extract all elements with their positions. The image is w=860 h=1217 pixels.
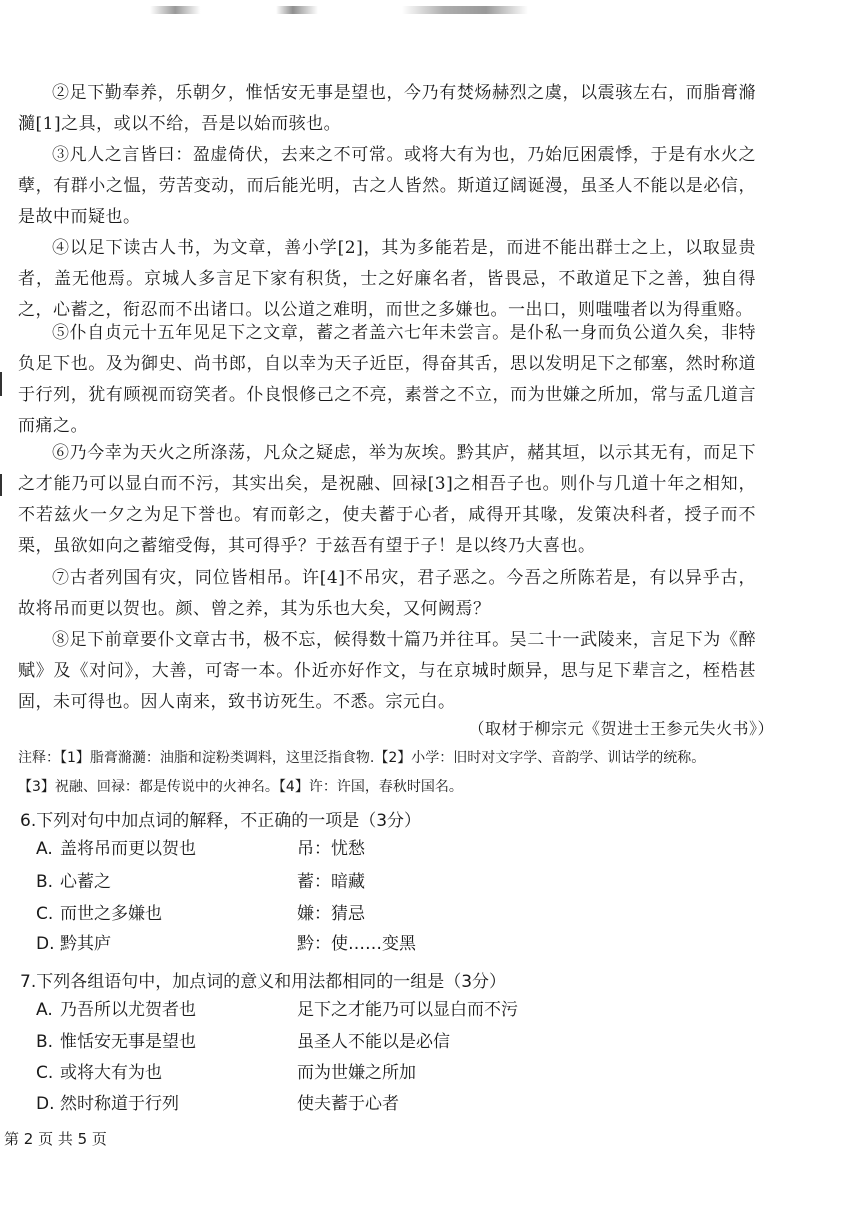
passage-paragraph-4: ④以足下读古人书，为文章，善小学[2]，其为多能若是，而进不能出群士之上，以取显贵者，盖无他焉。京城人多言足下家有积货，士之好廉名者，皆畏忌，不敢道足下之善，独自得之，心蓄之，衔忍而不出诸口。以公道之难明，而世之多嫌也。一出口，则嗤嗤者以为得重赂。: [18, 238, 756, 320]
question-6-option-b: [36, 867, 756, 897]
question-7-stem: 7.下列各组语句中，加点词的意义和用法都相同的一组是（3分）: [20, 972, 507, 992]
option-gloss: 嫌：猜忌: [297, 904, 365, 924]
option-letter: A.: [36, 1000, 53, 1020]
question-7-option-a: [36, 995, 756, 1025]
passage-paragraph-3: ③凡人之言皆曰：盈虚倚伏，去来之不可常。或将大有为也，乃始厄困震悸，于是有水火之孽，有群小之愠，劳苦变动，而后能光明，古之人皆然。斯道辽阔诞漫，虽圣人不能以是必信，是故中而疑也。: [18, 145, 756, 227]
annotation-line-2: 【3】祝融、回禄：都是传说中的火神名。【4】许：许国，春秋时国名。: [18, 779, 463, 795]
option-letter: D.: [36, 934, 55, 954]
option-gloss: 足下之才能乃可以显白而不污: [297, 1000, 518, 1020]
annotation-line-1: 注释：【1】脂膏滫瀡：油脂和淀粉类调料，这里泛指食物.【2】小学：旧时对文字学、音韵学、训诂学的统称。: [18, 750, 706, 766]
annotations: [18, 744, 778, 802]
option-letter: A.: [36, 839, 53, 859]
option-phrase: 黔其庐: [60, 934, 111, 954]
option-phrase: 或将大有为也: [60, 1063, 162, 1083]
option-gloss: 吊：忧愁: [297, 839, 365, 859]
option-gloss: 而为世嫌之所加: [297, 1063, 416, 1083]
page-number-footer: 第 2 页 共 5 页: [4, 1130, 107, 1148]
passage-paragraph-6: ⑥乃今幸为天火之所涤荡，凡众之疑虑，举为灰埃。黔其庐，赭其垣，以示其无有，而足下之才能乃可以显白而不污，其实出矣，是祝融、回禄[3]之相吾子也。则仆与几道十年之相知，不若兹火一夕之为足下誉也。宥而彰之，使夫蓄于心者，咸得开其喙，发策决科者，授子而不栗，虽欲如向之蓄缩受侮，其可得乎？于兹吾有望于子！是以终乃大喜也。: [18, 443, 756, 556]
option-phrase: 盖将吊而更以贺也: [60, 839, 196, 859]
option-gloss: 蓄：暗藏: [297, 872, 365, 892]
question-6-option-c: [36, 899, 756, 929]
question-6-option-a: [36, 834, 756, 864]
passage-paragraph-8: ⑧足下前章要仆文章古书，极不忘，候得数十篇乃并往耳。吴二十一武陵来，言足下为《醉赋》及《对问》，大善，可寄一本。仆近亦好作文，与在京城时颇异，思与足下辈言之，桎梏甚固，未可得也。因人南来，致书访死生。不悉。宗元白。: [18, 630, 756, 712]
passage-paragraph-5: ⑤仆自贞元十五年见足下之文章，蓄之者盖六七年未尝言。是仆私一身而负公道久矣，非特负足下也。及为御史、尚书郎，自以幸为天子近臣，得奋其舌，思以发明足下之郁塞，然时称道于行列，犹有顾视而窃笑者。仆良恨修己之不亮，素誉之不立，而为世嫌之所加，常与孟几道言而痛之。: [18, 323, 756, 436]
passage-source: （取材于柳宗元《贺进士王参元失火书》）: [468, 719, 774, 738]
option-letter: C.: [36, 1063, 54, 1083]
margin-mark: [0, 372, 2, 396]
option-phrase: 然时称道于行列: [60, 1094, 179, 1114]
question-6-stem: 6.下列对句中加点词的解释，不正确的一项是（3分）: [20, 811, 422, 831]
option-phrase: 而世之多嫌也: [60, 904, 162, 924]
question-7-option-c: [36, 1058, 756, 1088]
scan-edge-artifact: [150, 6, 570, 14]
option-phrase: 惟恬安无事是望也: [60, 1032, 196, 1052]
option-gloss: 黔：使……变黑: [297, 934, 416, 954]
option-letter: B.: [36, 1032, 54, 1052]
option-letter: D.: [36, 1094, 55, 1114]
question-6-option-d: [36, 929, 756, 959]
option-gloss: 虽圣人不能以是必信: [297, 1032, 450, 1052]
question-7-option-d: [36, 1089, 756, 1119]
question-7-option-b: [36, 1027, 756, 1057]
option-gloss: 使夫蓄于心者: [297, 1094, 399, 1114]
option-letter: B.: [36, 872, 54, 892]
option-letter: C.: [36, 904, 54, 924]
option-phrase: 心蓄之: [60, 872, 111, 892]
passage-paragraph-7: ⑦古者列国有灾，同位皆相吊。许[4]不吊灾，君子恶之。今吾之所陈若是，有以异乎古，故将吊而更以贺也。颜、曾之养，其为乐也大矣，又何阙焉？: [18, 568, 756, 619]
passage-paragraph-2: ②足下勤奉养，乐朝夕，惟恬安无事是望也，今乃有焚炀赫烈之虞，以震骇左右，而脂膏滫瀡[1]之具，或以不给，吾是以始而骇也。: [18, 83, 756, 134]
margin-mark: [0, 474, 2, 496]
option-phrase: 乃吾所以尤贺者也: [60, 1000, 196, 1020]
